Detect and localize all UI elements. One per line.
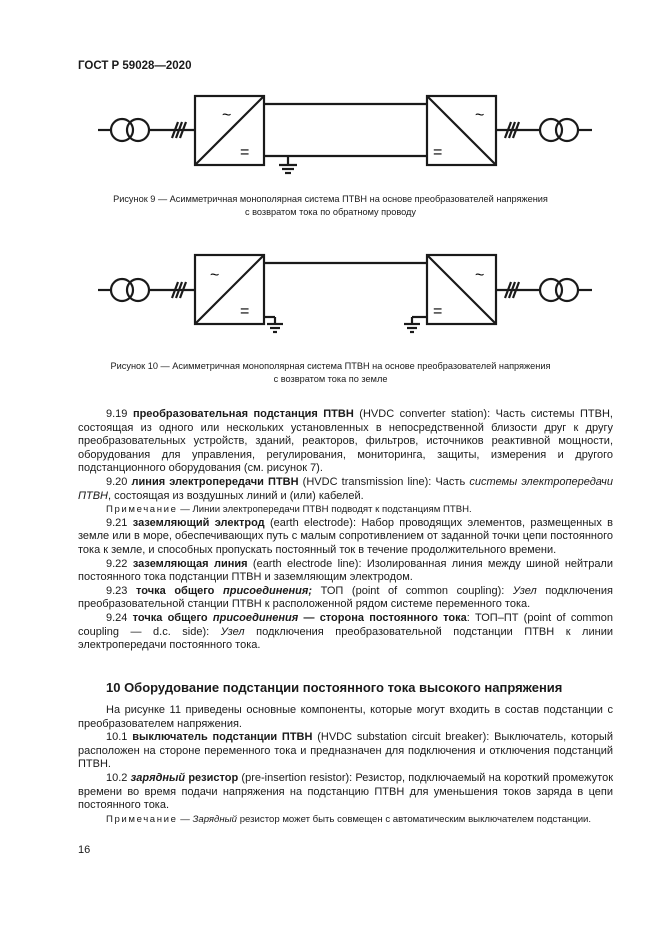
figure-9-caption: [0, 193, 661, 219]
term-10-1: 10.1 выключатель подстанции ПТВН (HVDC substation circuit breaker): Выключатель, который расположен на стороне переменного тока и предназначен для подключения и отключения подстанций ПТВН.: [78, 731, 613, 771]
note-10-2: Примечание — Зарядный резистор может быть совмещен с автоматическим выключателем подстанции.: [106, 813, 592, 825]
transformer-left-coil-2: [127, 119, 149, 141]
ac-symbol: ~: [475, 267, 485, 284]
figure-9-diagram: [0, 85, 661, 180]
term-9-20: 9.20 линия электропередачи ПТВН (HVDC transmission line): Часть системы электропередачи ПТВН, состоящая из воздушных линий и (или) кабелей.: [78, 475, 613, 502]
ac-symbol: ~: [475, 107, 485, 124]
document-header: ГОСТ Р 59028—2020: [78, 60, 192, 72]
caption-line: Рисунок 10 — Асимметричная монополярная система ПТВН на основе преобразователей напряжения: [110, 361, 551, 371]
caption-line: с возвратом тока по земле: [273, 374, 388, 384]
figure-10-caption: [0, 360, 661, 386]
dc-symbol: =: [240, 303, 250, 320]
note-9-20: Примечание — Линии электропередачи ПТВН подводят к подстанциям ПТВН.: [106, 504, 472, 516]
dc-symbol: =: [433, 303, 443, 320]
term-9-21: 9.21 заземляющий электрод (earth electrode): Набор проводящих элементов, размещенных в земле или в море, обеспечивающих путь с малым сопротивлением от заданной точки цепи постоянного тока к земле, и способных пропускать постоянный ток в течение продолжительного времени.: [78, 516, 613, 556]
ac-symbol: ~: [210, 267, 220, 284]
section-10-intro: На рисунке 11 приведены основные компоненты, которые могут входить в состав подстанции с преобразователем напряжения.: [78, 704, 613, 730]
transformer-left-coil-2: [127, 279, 149, 301]
term-9-22: 9.22 заземляющая линия (earth electrode line): Изолированная линия между шиной нейтрали постоянного тока подстанции ПТВН и заземляющим электродом.: [78, 557, 613, 584]
transformer-right-coil-2: [556, 119, 578, 141]
term-9-19: 9.19 преобразовательная подстанция ПТВН (HVDC converter station): Часть системы ПТВН, состоящая из одного или нескольких установленных в непосредственной близости друг к другу преобразовательных устройств, зданий, реакторов, фильтров, источников реактивной мощности, оборудования для управления, регулирования, мониторинга, защиты, измерения и другого подстанционного оборудования (см. рисунок 7).: [78, 408, 613, 475]
section-10-heading: 10 Оборудование подстанции постоянного тока высокого напряжения: [106, 680, 563, 695]
ac-symbol: ~: [222, 107, 232, 124]
page-number: 16: [78, 844, 91, 856]
caption-line: Рисунок 9 — Асимметричная монополярная система ПТВН на основе преобразователей напряжения: [113, 194, 548, 204]
term-10-2: 10.2 зарядный резистор (pre-insertion resistor): Резистор, подключаемый на короткий промежуток времени во время подачи напряжения на подстанцию ПТВН для уменьшения токов заряда в цепи постоянного тока.: [78, 771, 614, 812]
term-9-23: 9.23 точка общего присоединения; ТОП (point of common coupling): Узел подключения преобразовательной станции ПТВН к расположенной рядом системе переменного тока.: [78, 584, 613, 611]
terms-section-9: [78, 408, 613, 653]
dc-symbol: =: [433, 144, 443, 161]
terms-section-10: [78, 704, 613, 826]
caption-line: с возвратом тока по обратному проводу: [244, 207, 417, 217]
term-9-24: 9.24 точка общего присоединения — сторона постоянного тока: ТОП–ПТ (point of common coupling — d.c. side): Узел подключения преобразовательной подстанции ПТВН к линии электропередачи постоянного тока.: [78, 611, 613, 652]
transformer-right-coil-2: [556, 279, 578, 301]
dc-symbol: =: [240, 144, 250, 161]
figure-10-diagram: [0, 250, 661, 340]
